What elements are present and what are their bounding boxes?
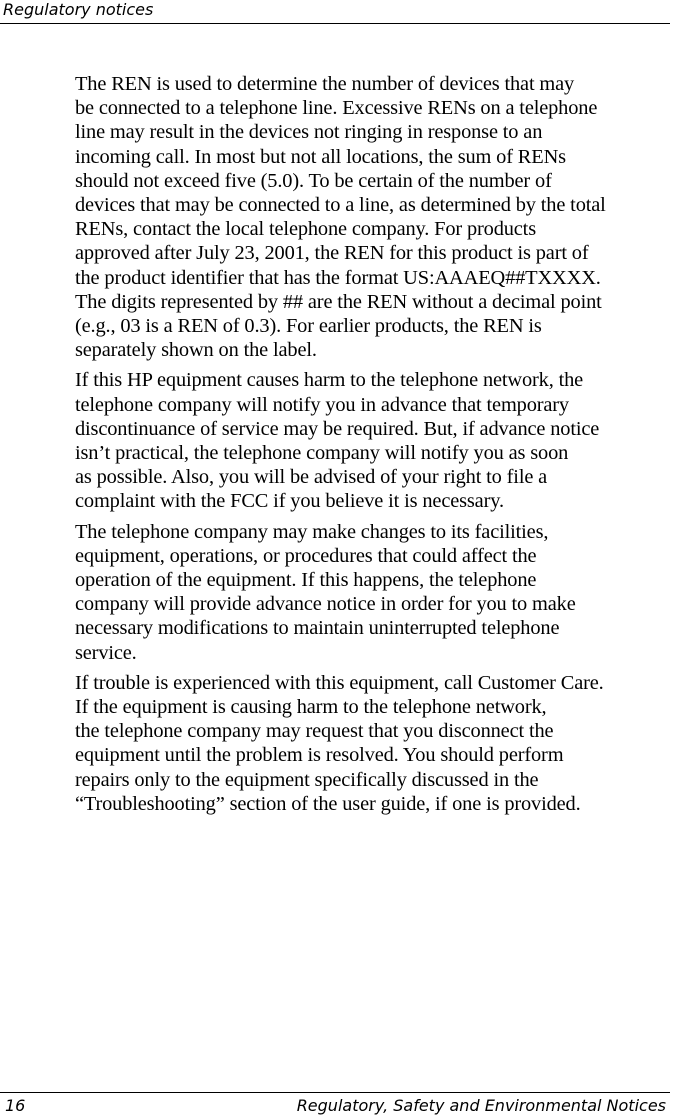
text-line: repairs only to the equipment specifically discussed in the [75, 768, 539, 791]
text-line: If this HP equipment causes harm to the telephone network, the [75, 369, 584, 392]
page-number: 16 [5, 1096, 26, 1115]
text-line: separately shown on the label. [75, 339, 317, 362]
text-line: company will provide advance notice in order for you to make [75, 593, 576, 616]
text-line: RENs, contact the local telephone company. For products [75, 218, 536, 241]
text-line: devices that may be connected to a line, as determined by the total [75, 194, 606, 217]
paragraph-ren-info [75, 72, 672, 362]
paragraph-network-harm [75, 368, 672, 513]
text-line: the product identifier that has the format US:AAAEQ##TXXXX. [75, 266, 601, 289]
text-line: telephone company will notify you in advance that temporary [75, 393, 569, 416]
text-line: The REN is used to determine the number of devices that may [75, 73, 575, 95]
text-line: discontinuance of service may be required. But, if advance notice [75, 417, 600, 440]
paragraph-facility-changes [75, 520, 672, 665]
text-line: necessary modifications to maintain uninterrupted telephone [75, 617, 560, 640]
text-line: The digits represented by ## are the REN without a decimal point [75, 290, 602, 313]
body-text [75, 72, 672, 822]
text-line: as possible. Also, you will be advised of your right to file a [75, 466, 548, 489]
text-line: incoming call. In most but not all locations, the sum of RENs [75, 145, 566, 168]
running-footer [0, 1092, 670, 1119]
paragraph-troubleshooting [75, 671, 672, 816]
text-line: isn’t practical, the telephone company will notify you as soon [75, 442, 569, 465]
running-header [0, 0, 670, 24]
text-line: complaint with the FCC if you believe it is necessary. [75, 490, 504, 513]
text-line: (e.g., 03 is a REN of 0.3). For earlier products, the REN is [75, 315, 542, 338]
document-title: Regulatory, Safety and Environmental Notices [296, 1096, 666, 1115]
text-line: the telephone company may request that you disconnect the [75, 720, 554, 743]
text-line: line may result in the devices not ringing in response to an [75, 121, 543, 144]
text-line: The telephone company may make changes to its facilities, [75, 520, 549, 543]
section-title: Regulatory notices [3, 0, 154, 19]
text-line: approved after July 23, 2001, the REN for this product is part of [75, 242, 589, 265]
text-line: should not exceed five (5.0). To be certain of the number of [75, 169, 552, 192]
text-line: be connected to a telephone line. Excessive RENs on a telephone [75, 97, 598, 120]
text-line: If the equipment is causing harm to the telephone network, [75, 696, 547, 719]
text-line: If trouble is experienced with this equipment, call Customer Care. [75, 671, 604, 694]
text-line: equipment until the problem is resolved. You should perform [75, 744, 564, 767]
text-line: “Troubleshooting” section of the user guide, if one is provided. [75, 792, 581, 815]
text-line: service. [75, 641, 137, 664]
text-line: operation of the equipment. If this happens, the telephone [75, 569, 537, 592]
text-line: equipment, operations, or procedures that could affect the [75, 544, 537, 567]
